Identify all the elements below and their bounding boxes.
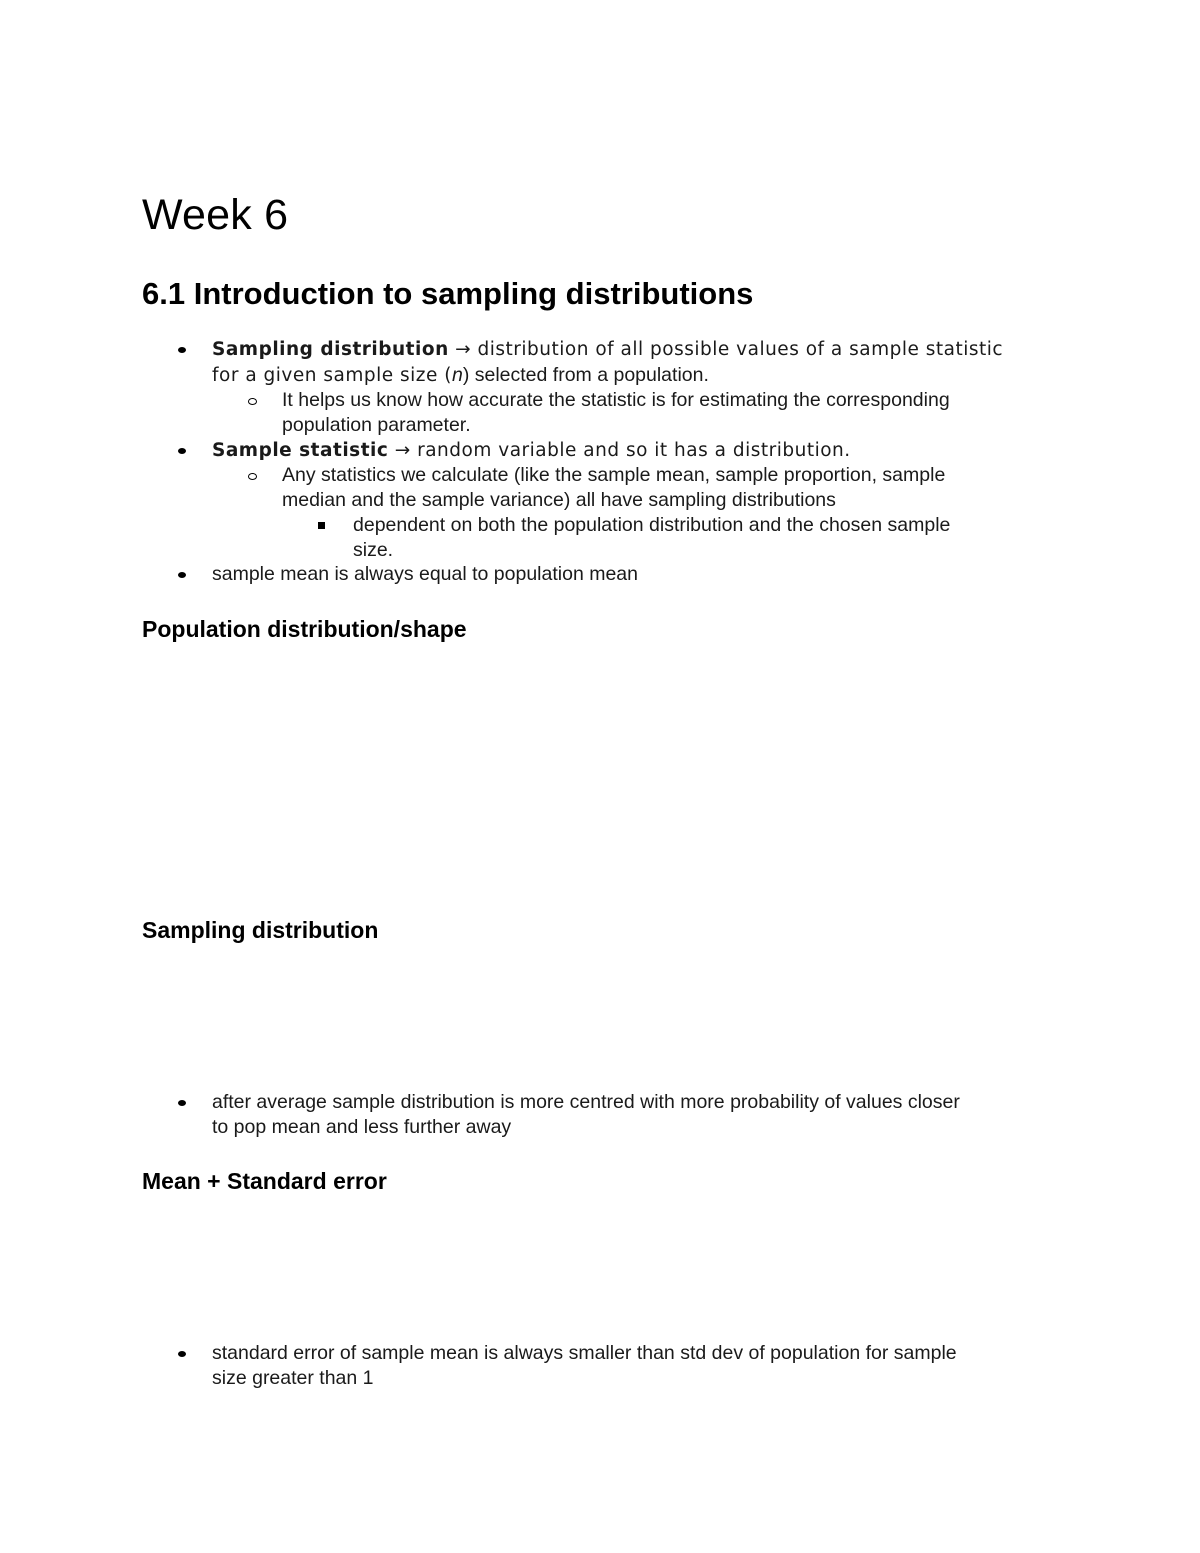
list-item: sample mean is always equal to population mean <box>212 563 639 585</box>
bullet-circle-icon <box>248 398 257 405</box>
bullet-disc-icon <box>178 347 186 353</box>
definition-text-prefix: for a given sample size ( <box>212 365 452 386</box>
term-sampling-distribution: Sampling distribution <box>212 339 449 360</box>
arrow-symbol: → <box>448 339 478 360</box>
sub-item-line: It helps us know how accurate the statistic is for estimating the corresponding <box>282 389 950 411</box>
sub-sub-item-line: size. <box>353 539 394 561</box>
bullet-disc-icon <box>178 448 186 454</box>
sub-item-line: Any statistics we calculate (like the sample mean, sample proportion, sample <box>282 464 946 486</box>
bullet-square-icon <box>318 522 325 529</box>
section-heading-sampling: Sampling distribution <box>142 917 379 943</box>
sub-item-line: median and the sample variance) all have sampling distributions <box>282 489 836 511</box>
section-heading: 6.1 Introduction to sampling distributions <box>142 276 754 311</box>
sub-sub-item-line: dependent on both the population distribution and the chosen sample <box>353 514 951 536</box>
list-item-line: to pop mean and less further away <box>212 1116 512 1138</box>
page-title: Week 6 <box>142 191 289 239</box>
definition-text: random variable and so it has a distribution. <box>417 440 851 461</box>
list-item-sample-statistic <box>212 438 851 463</box>
bullet-disc-icon <box>178 572 186 578</box>
variable-n: n <box>451 364 463 386</box>
list-item-sampling-distribution <box>212 337 1003 362</box>
list-item-continuation <box>212 363 709 388</box>
term-sample-statistic: Sample statistic <box>212 440 389 461</box>
bullet-circle-icon <box>248 473 257 480</box>
arrow-symbol: → <box>388 440 418 461</box>
definition-text: distribution of all possible values of a sample statistic <box>477 339 1004 360</box>
section-heading-population: Population distribution/shape <box>142 616 467 642</box>
section-heading-mean: Mean + Standard error <box>142 1168 387 1194</box>
definition-text-suffix: ) selected from a population. <box>462 364 709 386</box>
list-item-line: after average sample distribution is more centred with more probability of values closer <box>212 1091 960 1113</box>
sub-item-line: population parameter. <box>282 414 471 436</box>
bullet-disc-icon <box>178 1351 186 1357</box>
list-item-line: standard error of sample mean is always smaller than std dev of population for sample <box>212 1342 957 1364</box>
bullet-disc-icon <box>178 1100 186 1106</box>
list-item-line: size greater than 1 <box>212 1367 374 1389</box>
